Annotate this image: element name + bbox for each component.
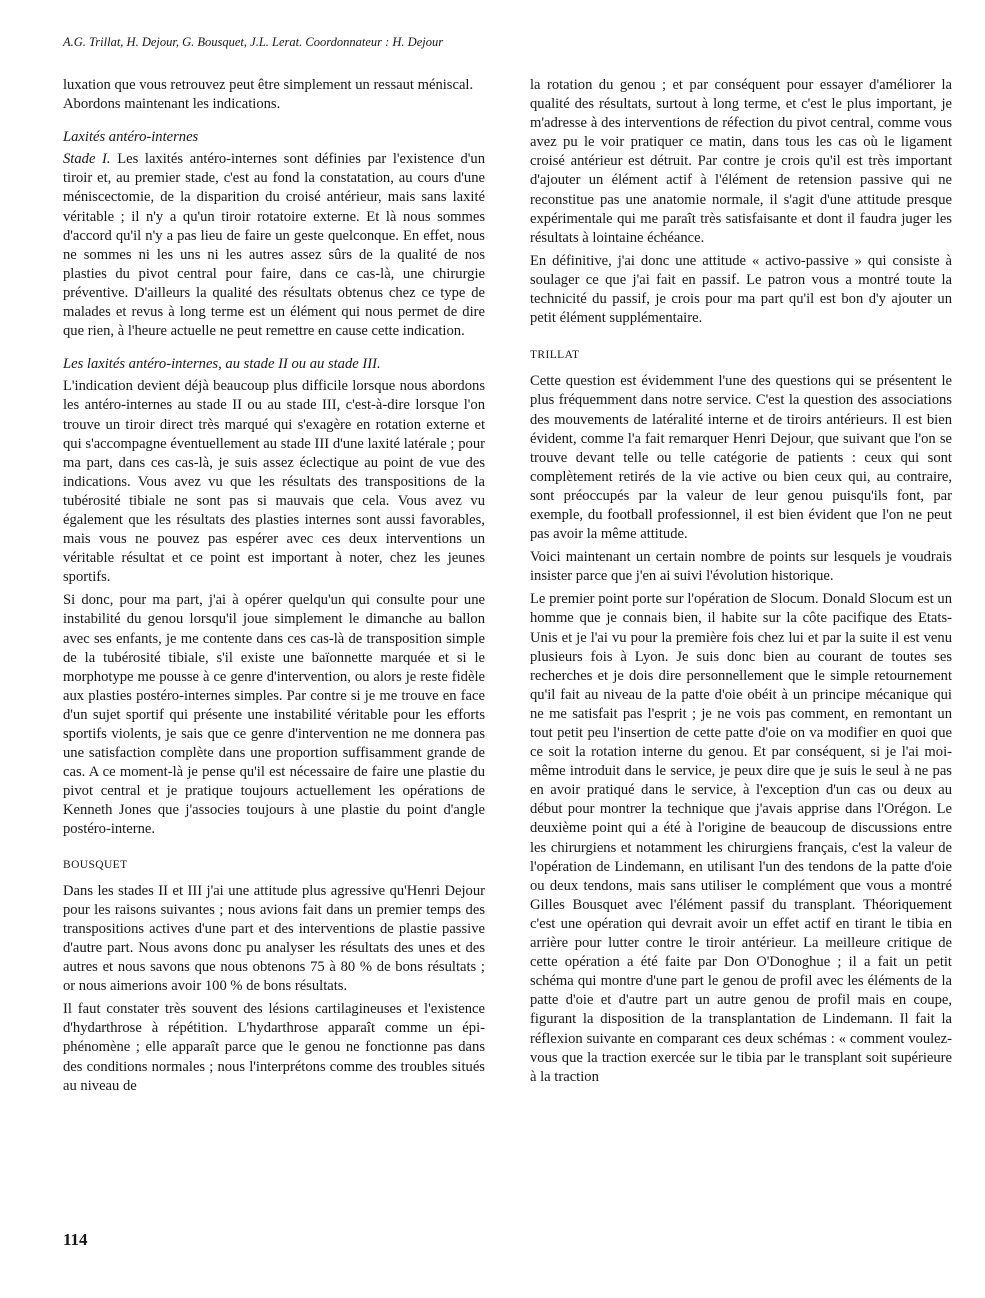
paragraph: Abordons maintenant les indications. [63,96,281,113]
paragraph-body: Les laxités antéro-internes sont définies par l'existence d'un tiroir et, au premier stade, c'est au fond la constatation, au cours d'une méniscectomie, de la disparition du croisé antérieur, mais sans laxité véritable ; il n'y a qu'un tiroir rotatoire externe. Et là nous sommes d'accord qu'il n'y a pas lieu de faire un geste quelconque. En effet, nous ne sommes ni les uns ni les autres assez sûrs de la qualité de nos plasties du pivot central pour faire, dans ce cas-là, une chirurgie préventive. D'ailleurs la qualité des résultats obtenus chez ce type de malades et revus à long terme est un élément qui nous permet de dire que rien, à l'heure actuelle ne peut remettre en cause cette indication. [63,151,485,340]
paragraph: L'indication devient déjà beaucoup plus difficile lorsque nous abordons les antéro-internes au stade II ou au stade III, c'est-à-dire lorsque l'on trouve un tiroir direct très marqué qui s'exagère en rotation externe et qui s'accompagne éventuellement au stade III d'une laxité latérale ; pour ma part, dans ces cas-là, je suis assez éclectique au point de vue des indications. Vous avez vu que les résultats des transpositions de la tubérosité tibiale ne sont pas si mauvais que cela. Vous avez vu également que les résultats des plasties internes sont aussi favorables, mais vous ne pouvez pas espérer avec ces deux interventions un véritable résultat et ce point est important à noter, chez les jeunes sportifs. [63,378,485,586]
paragraph: En définitive, j'ai donc une attitude « activo-passive » qui consiste à soulager ce que j'ai fait en passif. Le patron vous a montré toute la technicité du passif, je crois pour ma part qu'il est bon d'y ajouter un petit élément supplémentaire. [530,252,952,327]
paragraph: Dans les stades II et III j'ai une attitude plus agressive qu'Henri Dejour pour les raisons suivantes ; nous avions fait dans un premier temps des transpositions actives d'une part et des interventions de plastie passive d'autre part. Nous avons donc pu analyser les résultats des unes et des autres et nous savons que nous obtenons 75 à 80 % de bons résultats ; or nous aimerions avoir 100 % de bons résultats. [63,882,485,995]
paragraph-lead: Stade I. [63,151,111,168]
speaker-name: TRILLAT [530,349,580,362]
speaker-name: BOUSQUET [63,858,128,871]
left-column [63,76,485,1100]
paragraph: la rotation du genou ; et par conséquent pour essayer d'améliorer la qualité des résultats, surtout à long terme, et c'est le plus important, je m'adresse à des interventions de réfection du pivot central, comme vous avez pu le voir pratiquer ce matin, dans tous les cas où le ligament croisé antérieur est détruit. Par contre je crois qu'il est très important d'ajouter un élément actif à l'élément de retension passive qui ne reconstitue pas une anatomie normale, il s'agit d'une attitude presque expérimentale qui me paraît très satisfaisante et dont il faudra juger les résultats à lointaine échéance. [530,77,952,246]
section-heading: Les laxités antéro-internes, au stade II ou au stade III. [63,356,381,373]
paragraph: Il faut constater très souvent des lésions cartilagineuses et l'existence d'hydarthrose à répétition. L'hydarthrose apparaît comme un épi-phénomène ; elle apparaît parce que le genou ne fonctionne pas dans des conditions normales ; nous l'interprétons comme des troubles situés au niveau de [63,1001,485,1094]
paragraph: Le premier point porte sur l'opération de Slocum. Donald Slocum est un homme que je connais bien, il habite sur la côte pacifique des Etats-Unis et je l'ai vu pour la première fois chez lui et par la suite il est venu plusieurs fois à Lyon. Je suis donc bien au courant de toutes ses recherches et je dois dire personnellement que le simple retournement qu'il fait au niveau de la patte d'oie obéit à un principe mécanique qui ne me satisfait pas l'esprit ; je ne vois pas comment, en remontant un tout petit peu l'insertion de cette patte d'oie on va modifier en quoi que ce soit la rotation interne du genou. Et par conséquent, si je l'ai moi-même introduit dans le service, je peux dire que je suis le seul à ne pas en avoir pratiqué dans le service, à l'exception d'un cas ou deux au début pour montrer la technique que j'avais apprise dans l'Orégon. Le deuxième point qui a été à l'origine de beaucoup de discussions entre les chirurgiens et notamment les chirurgiens français, c'est la valeur de l'opération de Lindemann, en utilisant l'un des tendons de la patte d'oie ou deux tendons, mais sans utiliser le complément que vous a montré Gilles Bousquet avec l'élément passif du transplant. Théoriquement c'est une opération qui devrait avoir un effet actif en tirant le tibia en arrière pour lutter contre le tiroir antérieur. La meilleure critique de cette opération a été faite par Don O'Donoghue ; il a fait un petit schéma qui montre d'une part le genou de profil avec les éléments de la patte d'oie et d'autre part un autre genou de profil mais en coupe, figurant la disposition de la transplantation de Lindemann. Il fait la réflexion suivante en comparant ces deux schémas : « comment voulez-vous que la traction exercée sur le tibia par le transplant soit supérieure à la traction [530,591,952,1085]
section-heading: Laxités antéro-internes [63,129,199,146]
page-number: 114 [63,1230,88,1249]
running-head: A.G. Trillat, H. Dejour, G. Bousquet, J.L. Lerat. Coordonnateur : H. Dejour [63,35,444,49]
paragraph: Voici maintenant un certain nombre de points sur lesquels je voudrais insister parce que j'en ai suivi l'évolution historique. [530,549,952,585]
paragraph: luxation que vous retrouvez peut être simplement un ressaut méniscal. [63,77,474,93]
paragraph: Si donc, pour ma part, j'ai à opérer quelqu'un qui consulte pour une instabilité du genou lorsqu'il joue simplement le dimanche au ballon avec ses enfants, je me contente dans ces cas-là de transposition simple de la tubérosité tibiale, s'il existe une baïonnette marquée et si le morphotype me pousse à ce genre d'intervention, ou alors je reste fidèle aux plasties postéro-internes simples. Par contre si je me trouve en face d'un sujet sportif qui présente une instabilité véritable pour les efforts sportifs violents, je sais que ce genre d'intervention ne me donnera pas une satisfaction complète dans une proportion suffisamment grande de cas. A ce moment-là je pense qu'il est nécessaire de faire une plastie du pivot central et je pratique toujours actuellement les opérations de Kenneth Jones que j'associes toujours à une plastie du point d'angle postéro-interne. [63,592,485,838]
paragraph [63,150,485,341]
paragraph: Cette question est évidemment l'une des questions qui se présentent le plus fréquemment dans notre service. C'est la question des associations des mouvements de latéralité interne et de tiroirs antérieurs. Il est bien évident, comme l'a fait remarquer Henri Dejour, que suivant que l'on se trouve devant telle ou telle catégorie de patients : ceux qui sont complètement retirés de la vie active ou bien ceux qui, au contraire, sont préoccupés par la valeur de leur genou puisqu'ils font, par exemple, du football professionnel, il est bien évident que l'on ne peut pas avoir la même attitude. [530,373,952,543]
right-column [530,76,952,1091]
